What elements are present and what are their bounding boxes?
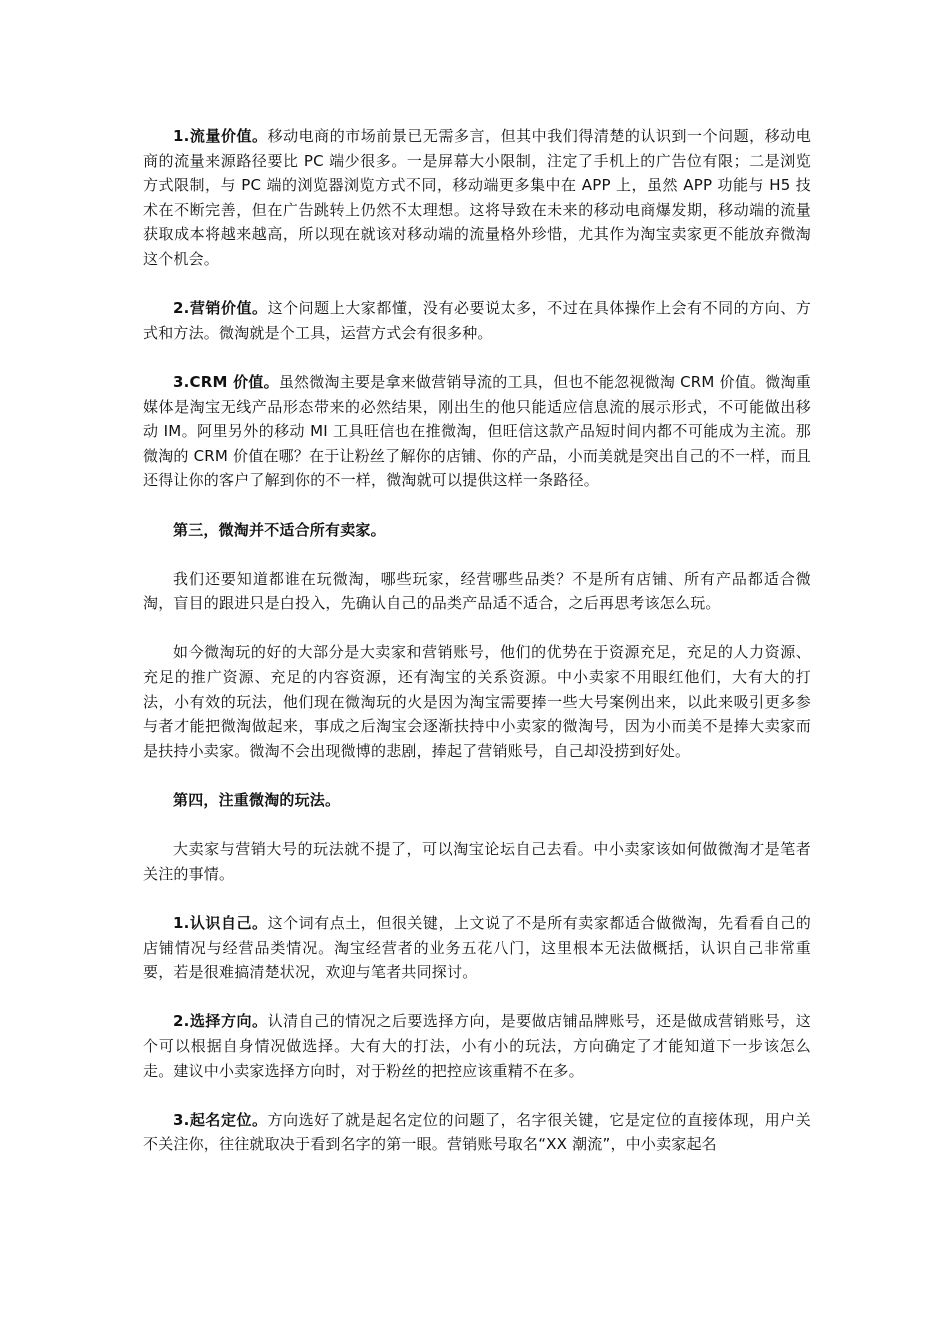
- paragraph-intro-play: 大卖家与营销大号的玩法就不提了，可以淘宝论坛自己去看。中小卖家该如何做微淘才是笔者关注的事情。: [143, 840, 811, 883]
- paragraph-naming-positioning: [143, 1108, 811, 1157]
- paragraph-big-sellers: 如今微淘玩的好的大部分是大卖家和营销账号，他们的优势在于资源充足，充足的人力资源、充足的推广资源、充足的内容资源，还有淘宝的关系资源。中小卖家不用眼红他们，大有大的打法，小有效的玩法，他们现在微淘玩的火是因为淘宝需要捧一些大号案例出来，以此来吸引更多参与者才能把微淘做起来，事成之后淘宝会逐渐扶持中小卖家的微淘号，因为小而美不是捧大卖家而是扶持小卖家。微淘不会出现微博的悲剧，捧起了营销账号，自己却没捞到好处。: [143, 643, 811, 760]
- paragraph-lead: 3.CRM 价值。: [173, 372, 279, 391]
- document-page: [143, 124, 811, 1182]
- paragraph-lead: 2.选择方向。: [173, 1012, 268, 1031]
- paragraph-text: 方向选好了就是起名定位的问题了，名字很关键，它是定位的直接体现，用户关不关注你，往往就取决于看到名字的第一眼。营销账号取名“XX 潮流”，中小卖家起名: [143, 1110, 811, 1154]
- paragraph-text: 认清自己的情况之后要选择方向，是要做店铺品牌账号，还是做成营销账号，这个可以根据自身情况做选择。大有大的打法，小有小的玩法，方向确定了才能知道下一步该怎么走。建议中小卖家选择方向时，对于粉丝的把控应该重精不在多。: [143, 1012, 811, 1080]
- section-heading-third: 第三，微淘并不适合所有卖家。: [173, 520, 386, 539]
- paragraph-text: 移动电商的市场前景已无需多言，但其中我们得清楚的认识到一个问题，移动电商的流量来源路径要比 PC 端少很多。一是屏幕大小限制，注定了手机上的广告位有限；二是浏览方式限制，与 PC 端的浏览器浏览方式不同，移动端更多集中在 APP 上，虽然 APP 功能与 H5 技术在不断完善，但在广告跳转上仍然不太理想。这将导致在未来的移动电商爆发期，移动端的流量获取成本将越来越高，所以现在就该对移动端的流量格外珍惜，尤其作为淘宝卖家更不能放弃微淘这个机会。: [143, 127, 811, 268]
- paragraph-choose-direction: [143, 1009, 811, 1083]
- paragraph-know-yourself: [143, 911, 811, 985]
- paragraph-crm-value: [143, 370, 811, 493]
- paragraph-text: 虽然微淘主要是拿来做营销导流的工具，但也不能忽视微淘 CRM 价值。微淘重媒体是淘宝无线产品形态带来的必然结果，刚出生的他只能适应信息流的展示形式，不可能做出移动 IM。阿里另外的移动 MI 工具旺信也在推微淘，但旺信这款产品短时间内都不可能成为主流。那微淘的 CRM 价值在哪？在于让粉丝了解你的店铺、你的产品，小而美就是突出自己的不一样，而且还得让你的客户了解到你的不一样，微淘就可以提供这样一条路径。: [143, 372, 811, 490]
- paragraph-who-plays: 我们还要知道都谁在玩微淘，哪些玩家，经营哪些品类？不是所有店铺、所有产品都适合微淘，盲目的跟进只是白投入，先确认自己的品类产品适不适合，之后再思考该怎么玩。: [143, 569, 811, 613]
- paragraph-text: 这个问题上大家都懂，没有必要说太多，不过在具体操作上会有不同的方向、方式和方法。微淘就是个工具，运营方式会有很多种。: [143, 299, 811, 342]
- paragraph-lead: 1.流量价值。: [173, 127, 268, 145]
- paragraph-lead: 2.营销价值。: [173, 299, 268, 318]
- paragraph-traffic-value: [143, 124, 811, 272]
- paragraph-lead: 1.认识自己。: [173, 914, 268, 932]
- paragraph-lead: 3.起名定位。: [173, 1110, 268, 1129]
- paragraph-text: 这个词有点土，但很关键，上文说了不是所有卖家都适合做微淘，先看看自己的店铺情况与经营品类情况。淘宝经营者的业务五花八门，这里根本无法做概括，认识自己非常重要，若是很难搞清楚状况，欢迎与笔者共同探讨。: [143, 914, 811, 982]
- paragraph-marketing-value: [143, 296, 811, 345]
- section-heading-fourth: 第四，注重微淘的玩法。: [173, 791, 341, 810]
